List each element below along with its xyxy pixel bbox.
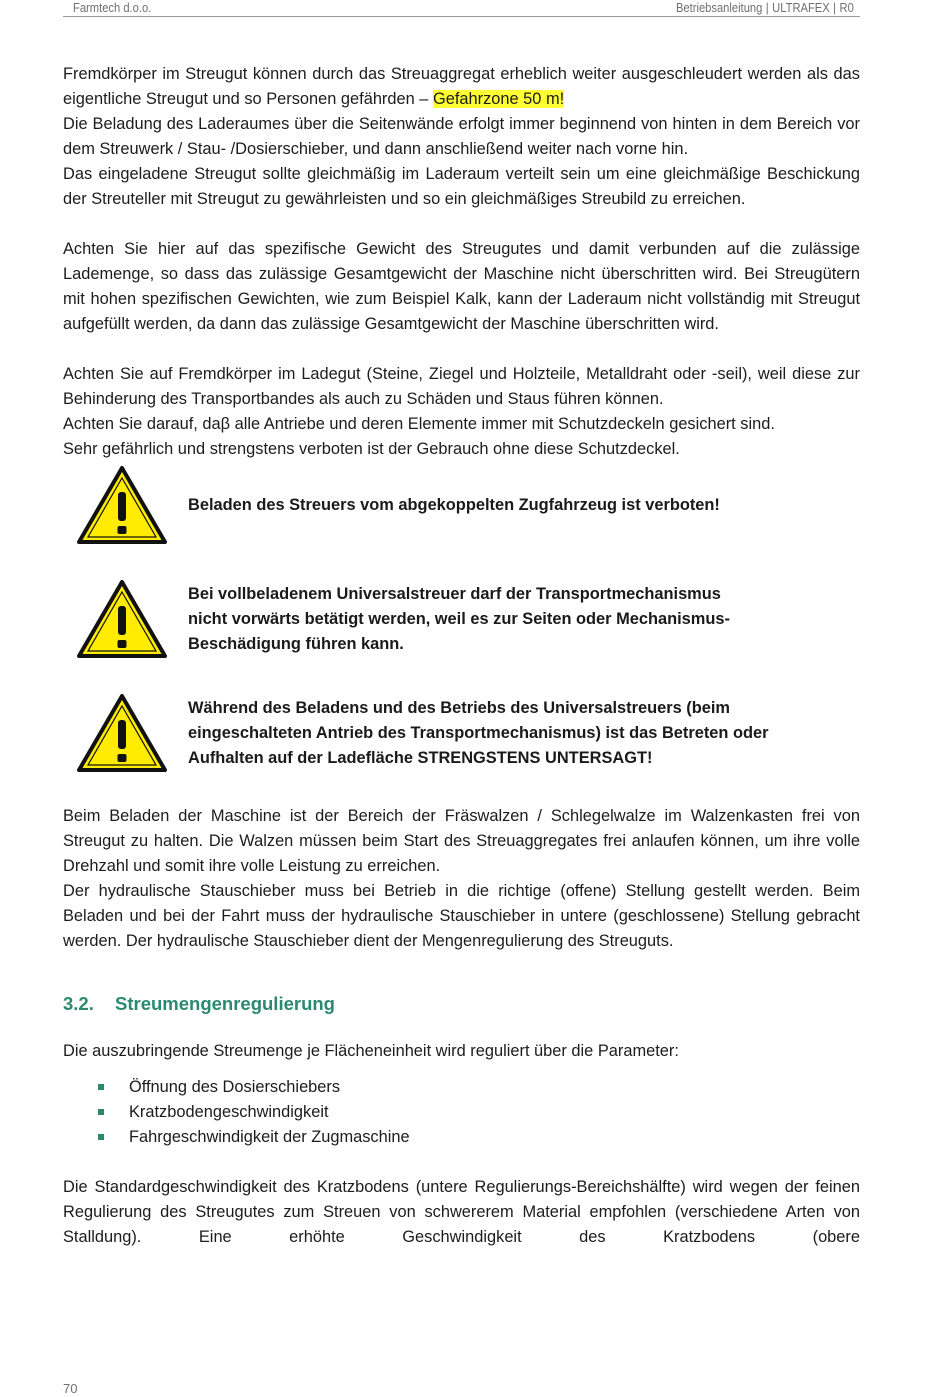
paragraph-guards: Achten Sie darauf, daβ alle Antriebe und deren Elemente immer mit Schutzdeckeln gesichert sind.: [63, 415, 775, 433]
paragraph-rollers: Beim Beladen der Maschine ist der Bereich der Fräswalzen / Schlegelwalze im Walzenkasten frei von Streugut zu halten. Die Walzen müssen beim Start des Streuaggregates frei anlaufen können, um ihre volle Drehzahl und somit ihre volle Leistung zu erreichen.: [63, 807, 860, 875]
paragraph-scraper-speed: Die Standardgeschwindigkeit des Kratzbodens (untere Regulierungs-Bereichshälfte) wird wegen der feinen Regulierung des Streugutes zum Streuen von schwererem Material empfohlen (verschiedene Arten von Stalldung). Eine erhöhte Geschwindigkeit des Kratzbodens (obere: [63, 1178, 860, 1246]
paragraph-foreign-material: Achten Sie auf Fremdkörper im Ladegut (Steine, Ziegel und Holzteile, Metalldraht oder -seil), weil diese zur Behinderung des Transportbandes als auch zu Schäden und Staus führen können.: [63, 365, 860, 408]
list-item-text: Öffnung des Dosierschiebers: [129, 1078, 341, 1096]
list-item: [63, 1075, 860, 1100]
header-separator: |: [833, 0, 837, 15]
paragraph-parameters-intro: Die auszubringende Streumenge je Flächeneinheit wird reguliert über die Parameter:: [63, 1042, 679, 1060]
warning-block: [63, 462, 860, 576]
header-company: Farmtech d.o.o.: [73, 0, 152, 15]
danger-zone-highlight: Gefahrzone 50 m!: [432, 90, 565, 108]
section-heading: [63, 991, 860, 1016]
header-product: ULTRAFEX: [772, 0, 830, 15]
list-item: [63, 1100, 860, 1125]
list-item-text: Fahrgeschwindigkeit der Zugmaschine: [129, 1128, 410, 1146]
warning-text: Während des Beladens und des Betriebs des Universalstreuers (beim eingeschalteten Antrieb des Transportmechanismus) ist das Betreten oder Aufhalten auf der Ladefläche STRENGSTENS UNTERSAGT!: [188, 699, 769, 767]
paragraph-loading: Die Beladung des Laderaumes über die Seitenwände erfolgt immer beginnend von hinten in dem Bereich vor dem Streuwerk / Stau- /Dosierschieber, und dann anschließend weiter nach vorne hin.: [63, 115, 860, 158]
header-doc-type: Betriebsanleitung: [676, 0, 763, 15]
bullet-icon: [98, 1109, 104, 1115]
warning-block: [63, 690, 860, 804]
warning-text: Beladen des Streuers vom abgekoppelten Zugfahrzeug ist verboten!: [188, 496, 720, 514]
bullet-icon: [98, 1084, 104, 1090]
paragraph-guards-warning: Sehr gefährlich und strengstens verboten ist der Gebrauch ohne diese Schutzdeckel.: [63, 440, 680, 458]
page-number: 70: [63, 1381, 78, 1396]
paragraph-gate: Der hydraulische Stauschieber muss bei Betrieb in die richtige (offene) Stellung gestellt werden. Beim Beladen und bei der Fahrt muss der hydraulische Stauschieber in untere (geschlossene) Stellung gebracht werden. Der hydraulische Stauschieber dient der Mengenregulierung des Streuguts.: [63, 882, 860, 950]
warning-triangle-icon: [76, 693, 168, 773]
warning-triangle-icon: [76, 465, 168, 545]
warning-triangle-icon: [76, 579, 168, 659]
section-title: Streumengenregulierung: [115, 993, 335, 1014]
parameter-list: [63, 1075, 860, 1150]
page-header: [63, 0, 860, 17]
bullet-icon: [98, 1134, 104, 1140]
header-separator: |: [765, 0, 769, 15]
paragraph-foreign-bodies: [63, 62, 860, 112]
page-content: [63, 62, 860, 1250]
warning-text: Bei vollbeladenem Universalstreuer darf der Transportmechanismus nicht vorwärts betätigt werden, weil es zur Seiten oder Mechanismus-Beschädigung führen kann.: [188, 585, 730, 653]
header-revision: R0: [839, 0, 854, 15]
paragraph-weight: Achten Sie hier auf das spezifische Gewicht des Streugutes und damit verbunden auf die zulässige Lademenge, so dass das zulässige Gesamtgewicht der Maschine nicht überschritten wird. Bei Streugütern mit hohen spezifischen Gewichten, wie zum Beispiel Kalk, kann der Laderaum nicht vollständig mit Streugut aufgefüllt werden, da dann das zulässige Gesamtgewicht der Maschine überschritten wird.: [63, 240, 860, 333]
section-number: 3.2.: [63, 993, 94, 1014]
header-doc-info: [676, 0, 854, 15]
list-item-text: Kratzbodengeschwindigkeit: [129, 1103, 329, 1121]
paragraph-text: Fremdkörper im Streugut können durch das Streuaggregat erheblich weiter ausgeschleudert werden als das eigentliche Streugut und so Personen gefährden –: [63, 65, 860, 108]
list-item: [63, 1125, 860, 1150]
paragraph-distribution: Das eingeladene Streugut sollte gleichmäßig im Laderaum verteilt sein um eine gleichmäßige Beschickung der Streuteller mit Streugut zu gewährleisten und so ein gleichmäßiges Streubild zu erreichen.: [63, 165, 860, 208]
warning-block: [63, 576, 860, 690]
